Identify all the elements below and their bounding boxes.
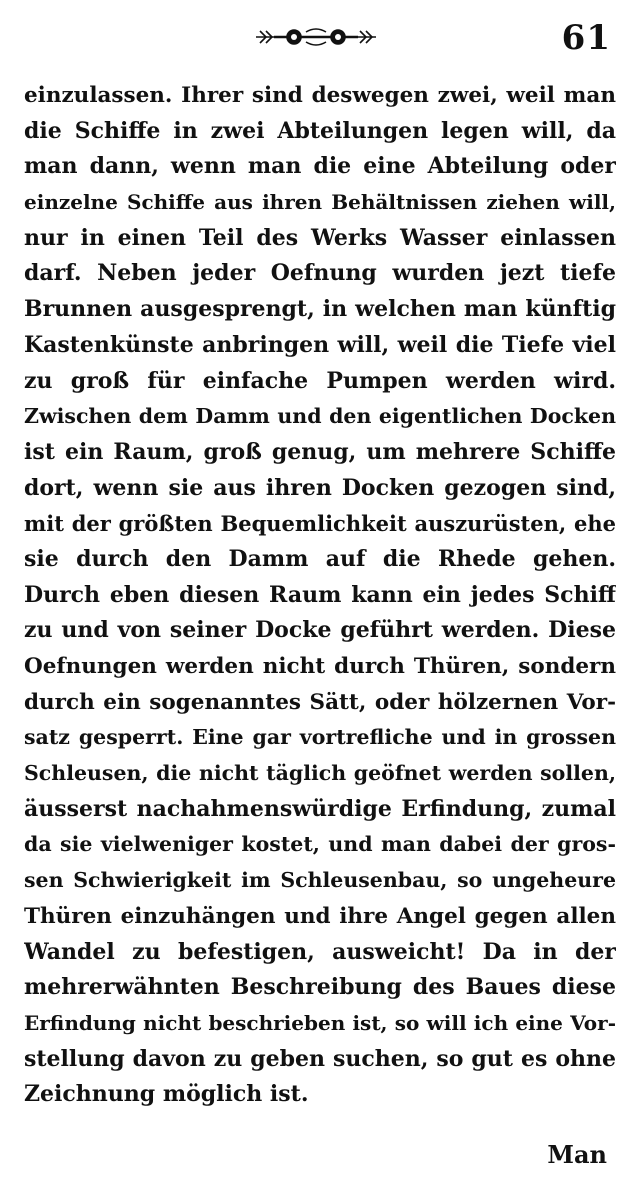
text-line: mehrerwähnten Beschreibung des Baues diese <box>24 974 616 1001</box>
page-number: 61 <box>561 18 611 58</box>
text-line: die Schiffe in zwei Abteilungen legen will, da <box>24 117 616 144</box>
text-line: einzelne Schiffe aus ihren Behältnissen ziehen will, <box>24 190 616 215</box>
text-line: zu und von seiner Docke geführt werden. Diese <box>24 617 616 644</box>
text-line: Thüren einzuhängen und ihre Angel gegen allen <box>24 903 616 929</box>
body-text <box>24 78 616 1113</box>
text-line: zu groß für einfache Pumpen werden wird. <box>24 367 616 394</box>
text-line: Zeichnung möglich ist. <box>24 1081 309 1108</box>
text-line: durch ein sogenanntes Sätt, oder hölzernen Vor- <box>24 689 616 715</box>
text-line: Kastenkünste anbringen will, weil die Tiefe viel <box>24 331 616 358</box>
text-line: nur in einen Teil des Werks Wasser einlassen <box>24 224 616 251</box>
text-line: Wandel zu befestigen, ausweicht! Da in der <box>24 938 616 965</box>
text-line: ist ein Raum, groß genug, um mehrere Schiffe <box>24 438 616 465</box>
catchword: Man <box>547 1140 607 1169</box>
text-line: darf. Neben jeder Oefnung wurden jezt tiefe <box>24 260 616 287</box>
text-line: Schleusen, die nicht täglich geöfnet werden sollen, <box>24 761 616 786</box>
text-line: dort, wenn sie aus ihren Docken gezogen sind, <box>24 474 616 501</box>
text-line: stellung davon zu geben suchen, so gut es ohne <box>24 1045 616 1072</box>
text-line: satz gesperrt. Eine gar vortrefliche und in grossen <box>24 725 616 750</box>
text-line: da sie vielweniger kostet, und man dabei der gros- <box>24 832 616 857</box>
text-line: sie durch den Damm auf die Rhede gehen. <box>24 545 616 572</box>
text-line: einzulassen. Ihrer sind deswegen zwei, weil man <box>24 83 616 108</box>
header-ornament <box>252 22 380 52</box>
text-line: äusserst nachahmenswürdige Erfindung, zumal <box>24 795 616 822</box>
text-line: Oefnungen werden nicht durch Thüren, sondern <box>24 654 616 679</box>
text-line: Erfindung nicht beschrieben ist, so will ich eine Vor- <box>24 1010 616 1035</box>
text-line: Brunnen ausgesprengt, in welchen man künftig <box>24 296 616 323</box>
text-line: sen Schwierigkeit im Schleusenbau, so ungeheure <box>24 868 616 893</box>
text-line: Zwischen dem Damm und den eigentlichen Docken <box>24 404 616 429</box>
text-line: Durch eben diesen Raum kann ein jedes Schiff <box>24 581 616 608</box>
text-line: mit der größten Bequemlichkeit auszurüsten, ehe <box>24 511 616 537</box>
text-line: man dann, wenn man die eine Abteilung oder <box>24 153 616 180</box>
